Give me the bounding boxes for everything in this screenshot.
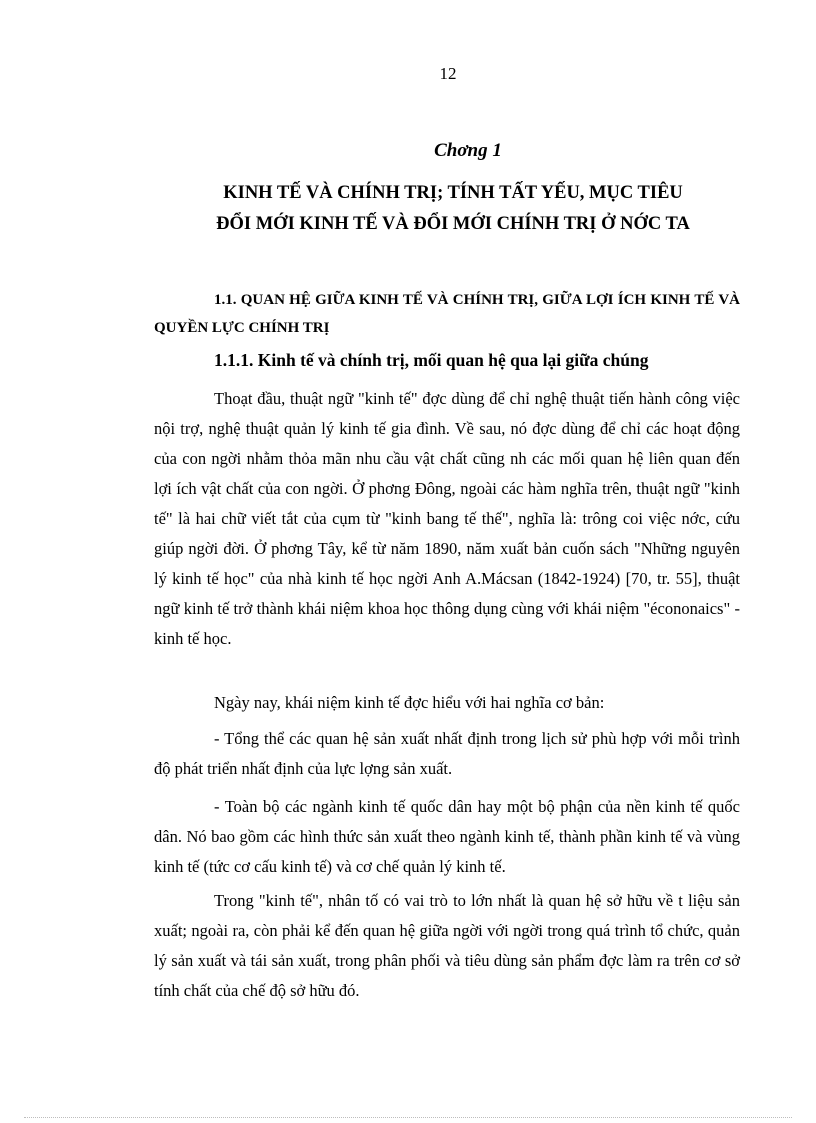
body-paragraph-2: Ngày nay, khái niệm kinh tế đợc hiểu với hai nghĩa cơ bản: (214, 693, 605, 712)
page-number: 12 (439, 64, 457, 83)
chapter-label: Chơng 1 (434, 140, 502, 161)
body-paragraph-1: Thoạt đầu, thuật ngữ "kinh tế" đợc dùng để chỉ nghệ thuật tiến hành công việc nội trợ, nghệ thuật quản lý kinh tế gia đình. Về sau, nó đợc dùng để chỉ các hoạt động của con ngời nhằm thỏa mãn nhu cầu vật chất cũng nh các mối quan hệ liên quan đến lợi ích vật chất của con ngời. Ở phơng Đông, ngoài các hàm nghĩa trên, thuật ngữ "kinh tế" là hai chữ viết tắt của cụm từ "kinh bang tế thế", nghĩa là: trông coi việc nớc, cứu giúp ngời đời. Ở phơng Tây, kể từ năm 1890, năm xuất bản cuốn sách "Những nguyên lý kinh tế học" của nhà kinh tế học ngời Anh A.Mácsan (1842-1924) [70, tr. 55], thuật ngữ kinh tế trở thành khái niệm khoa học thông dụng cùng với khái niệm "écononaics" - kinh tế học. (154, 389, 740, 648)
chapter-title-line-2: ĐỔI MỚI KINH TẾ VÀ ĐỔI MỚI CHÍNH TRỊ Ở NỚC TA (216, 214, 690, 234)
body-paragraph-4: - Toàn bộ các ngành kinh tế quốc dân hay một bộ phận của nền kinh tế quốc dân. Nó bao gồm các hình thức sản xuất theo ngành kinh tế, thành phần kinh tế và vùng kinh tế (tức cơ cấu kinh tế) và cơ chế quản lý kinh tế. (154, 797, 740, 876)
body-paragraph-3: - Tổng thể các quan hệ sản xuất nhất định trong lịch sử phù hợp với mỗi trình độ phát triển nhất định của lực lợng sản xuất. (154, 729, 740, 778)
chapter-title (0, 178, 816, 240)
subsection-heading: 1.1.1. Kinh tế và chính trị, mối quan hệ qua lại giữa chúng (214, 350, 649, 370)
chapter-title-line-1: KINH TẾ VÀ CHÍNH TRỊ; TÍNH TẤT YẾU, MỤC TIÊU (223, 183, 683, 203)
page-bottom-rule (24, 1117, 792, 1118)
section-heading: 1.1. QUAN HỆ GIỮA KINH TẾ VÀ CHÍNH TRỊ, GIỮA LỢI ÍCH KINH TẾ VÀ QUYỀN LỰC CHÍNH TRỊ (154, 292, 740, 336)
body-paragraph-5: Trong "kinh tế", nhân tố có vai trò to lớn nhất là quan hệ sở hữu về t liệu sản xuất; ngoài ra, còn phải kể đến quan hệ giữa ngời với ngời trong quá trình tổ chức, quản lý sản xuất và tái sản xuất, trong phân phối và tiêu dùng sản phẩm đợc làm ra trên cơ sở tính chất của chế độ sở hữu đó. (154, 891, 740, 1000)
